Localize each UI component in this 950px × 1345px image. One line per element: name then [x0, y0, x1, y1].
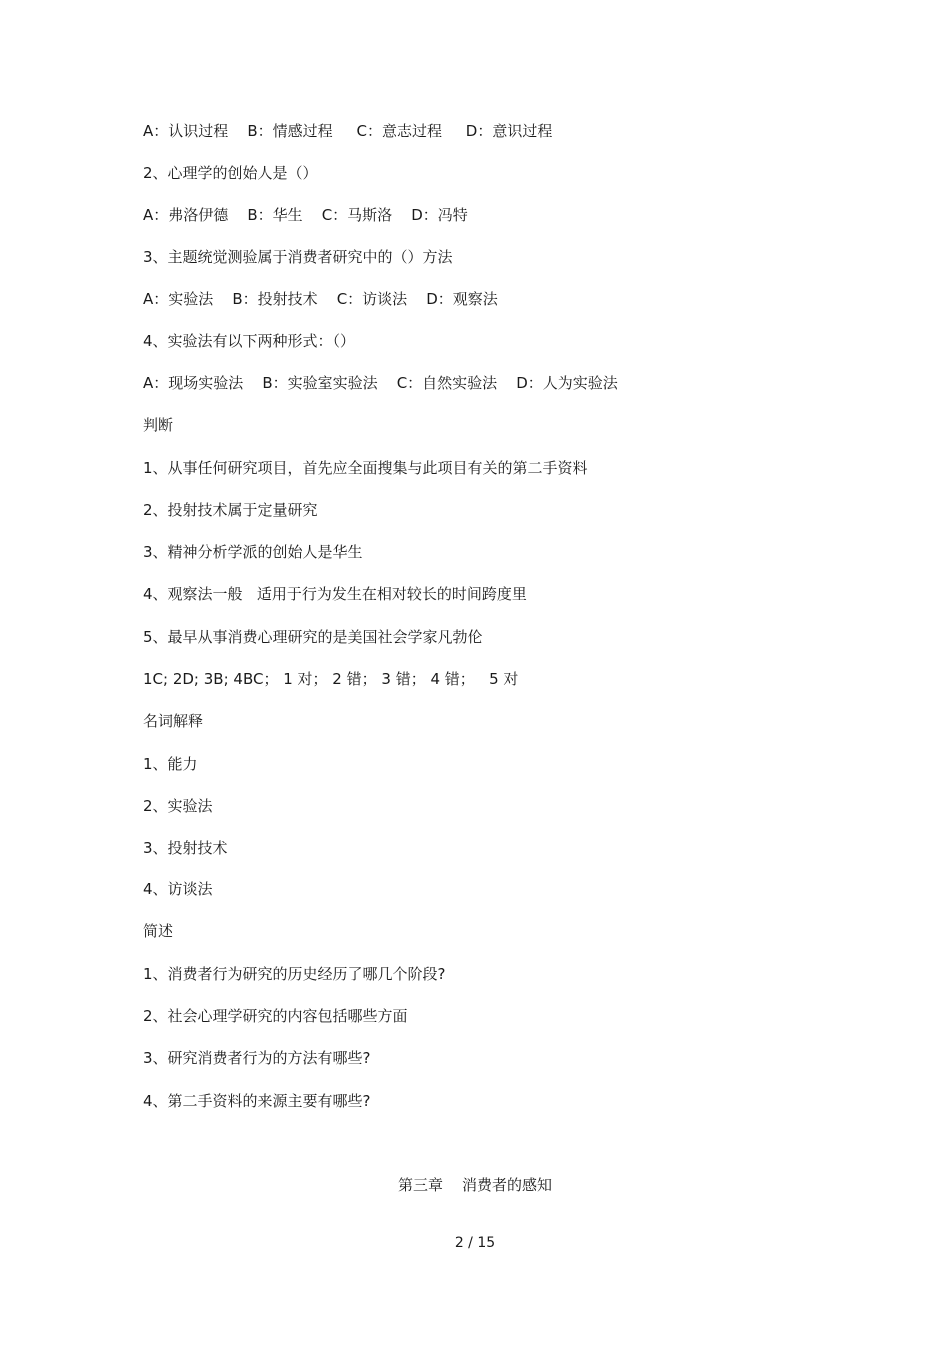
- text-line: 3、投射技术: [143, 839, 228, 857]
- page-number: 2 / 15: [454, 1235, 496, 1251]
- text-line: 4、访谈法: [143, 880, 213, 898]
- text-line: 2、社会心理学研究的内容包括哪些方面: [143, 1007, 408, 1025]
- chapter-title: 第三章 消费者的感知: [397, 1176, 553, 1194]
- text-line: A：现场实验法 B：实验室实验法 C：自然实验法 D：人为实验法: [143, 374, 618, 392]
- text-line: A：弗洛伊德 B：华生 C：马斯洛 D：冯特: [143, 206, 468, 224]
- text-line: A：认识过程 B：情感过程 C：意志过程 D：意识过程: [143, 122, 553, 140]
- text-line: 5、最早从事消费心理研究的是美国社会学家凡勃伦: [143, 628, 483, 646]
- section-heading: 判断: [143, 416, 174, 434]
- section-heading: 名词解释: [143, 712, 204, 730]
- text-line: 3、研究消费者行为的方法有哪些?: [143, 1049, 371, 1067]
- text-line: 3、主题统觉测验属于消费者研究中的（）方法: [143, 248, 453, 266]
- text-line: 2、投射技术属于定量研究: [143, 501, 318, 519]
- text-line: 4、第二手资料的来源主要有哪些?: [143, 1092, 371, 1110]
- text-line: 3、精神分析学派的创始人是华生: [143, 543, 363, 561]
- text-line: A：实验法 B：投射技术 C：访谈法 D：观察法: [143, 290, 498, 308]
- answer-key: 1C; 2D; 3B; 4BC； 1 对； 2 错； 3 错； 4 错； 5 对: [143, 670, 519, 688]
- text-line: 4、观察法一般 适用于行为发生在相对较长的时间跨度里: [143, 585, 527, 603]
- text-line: 1、能力: [143, 755, 198, 773]
- text-line: 1、从事任何研究项目，首先应全面搜集与此项目有关的第二手资料: [143, 459, 588, 477]
- text-line: 4、实验法有以下两种形式：（）: [143, 332, 356, 350]
- section-heading: 简述: [143, 922, 174, 940]
- text-line: 1、消费者行为研究的历史经历了哪几个阶段?: [143, 965, 446, 983]
- text-line: 2、实验法: [143, 797, 213, 815]
- text-line: 2、心理学的创始人是（）: [143, 164, 318, 182]
